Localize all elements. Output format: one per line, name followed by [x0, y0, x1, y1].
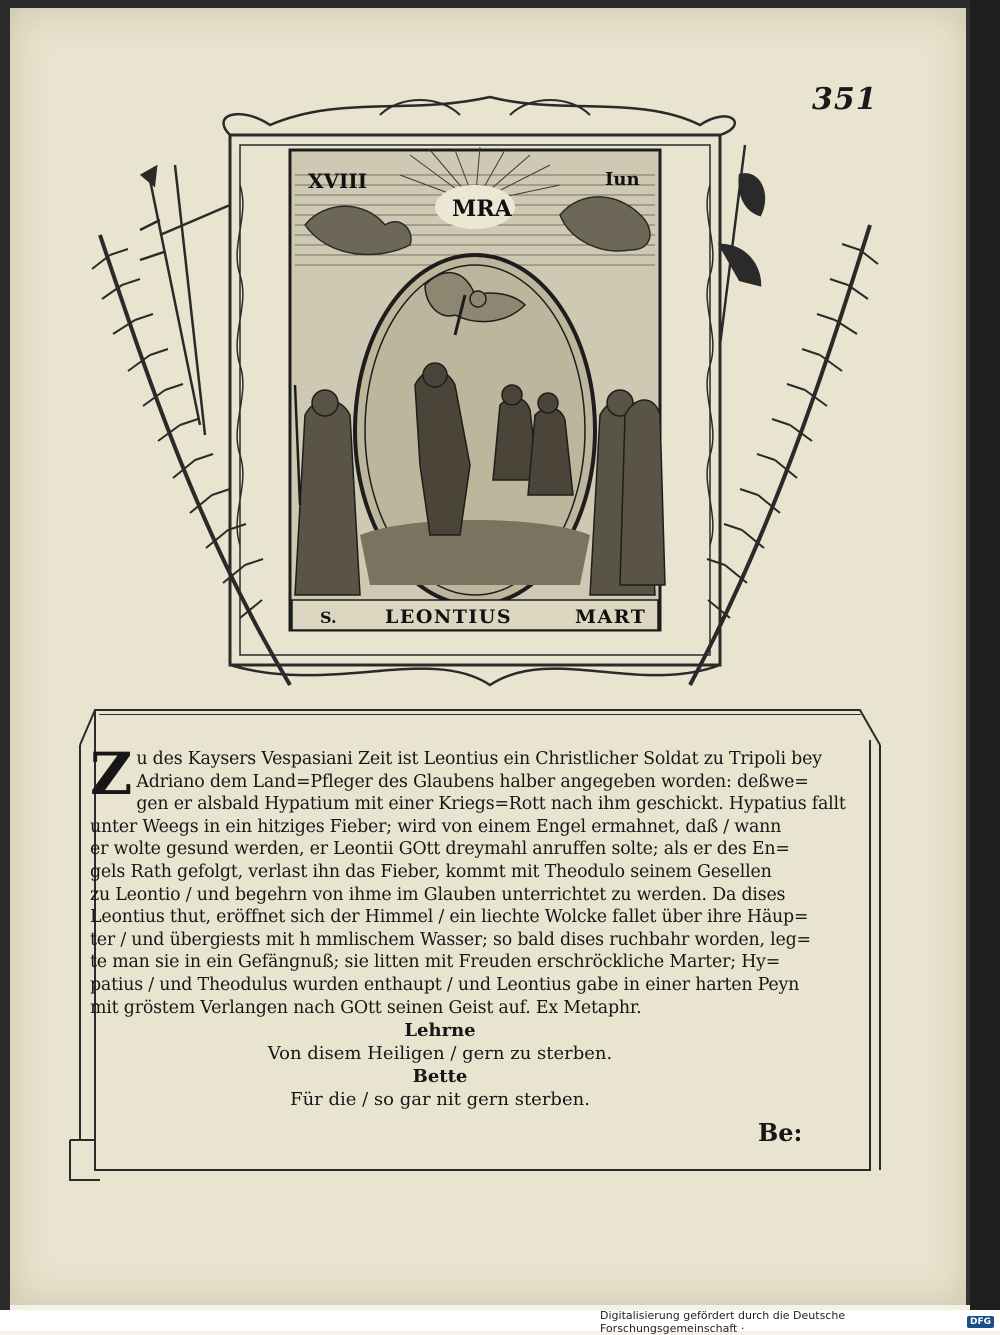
- right-palm-frond: [690, 225, 878, 685]
- caption-left: S.: [320, 608, 337, 627]
- text-line: mit gröstem Verlangen nach GOtt seinen Geist auf. Ex Metaphr.: [90, 997, 642, 1018]
- text-line: gels Rath gefolgt, verlast ihn das Fieber, kommt mit Theodulo seinem Gesellen: [90, 861, 772, 882]
- page-edge: [966, 8, 970, 1305]
- top-left-numeral: XVIII: [308, 169, 368, 193]
- bette-line: Für die / so gar nit gern sterben.: [290, 1089, 590, 1110]
- dfg-logo: DFG: [967, 1316, 994, 1328]
- caption-right: MART: [575, 606, 647, 628]
- text-line: unter Weegs in ein hitziges Fieber; wird von einem Engel ermahnet, daß / wann: [90, 816, 782, 837]
- text-line: te man sie in ein Gefängnuß; sie litten mit Freuden erschröckliche Marter; Hy=: [90, 952, 781, 973]
- catchword: Be:: [758, 1118, 803, 1147]
- caption-center: LEONTIUS: [385, 606, 513, 628]
- text-line: patius / und Theodulus wurden enthaupt / und Leontius gabe in einer harten Peyn: [90, 974, 800, 995]
- text-line: Leontius thut, eröffnet sich der Himmel / ein liechte Wolcke fallet über ihre Häup=: [90, 907, 809, 928]
- footer-text: Digitalisierung gefördert durch die Deutsche Forschungsgemeinschaft ·: [600, 1308, 846, 1335]
- scan-top-edge: [0, 0, 1000, 8]
- text-line: u des Kaysers Vespasiani Zeit ist Leontius ein Christlicher Soldat zu Tripoli bey: [136, 749, 822, 769]
- engraving-illustration: [80, 85, 900, 715]
- axe-and-pole: [720, 145, 764, 345]
- text-line: Adriano dem Land=Pfleger des Glaubens halber angegeben worden: deßwe=: [136, 771, 809, 792]
- body-text: [90, 740, 850, 1019]
- lehrne-line: Von disem Heiligen / gern zu sterben.: [267, 1043, 613, 1064]
- text-line: ter / und übergiests mit h mmlischem Wasser; so bald dises ruchbahr worden, leg=: [90, 929, 811, 950]
- page-number: 351: [812, 82, 878, 117]
- dfg-footer: [600, 1308, 1000, 1335]
- monogram: MRA: [452, 196, 512, 222]
- scan-left-edge: [0, 0, 10, 1331]
- top-right-numeral: Iun: [605, 169, 640, 190]
- text-line: zu Leontio / und begehrn von ihme im Glauben unterrichtet zu werden. Da dises: [90, 884, 786, 905]
- text-line: gen er alsbald Hypatium mit einer Kriegs=Rott nach ihm geschickt. Hypatius fallt: [136, 794, 846, 815]
- text-line: er wolte gesund werden, er Leontii GOtt dreymahl anruffen solte; als er des En=: [90, 839, 790, 860]
- heading-lehrne: Lehrne: [404, 1020, 476, 1041]
- drop-cap: Z: [90, 740, 133, 808]
- scan-right-edge: [970, 0, 1000, 1310]
- heading-bette: Bette: [412, 1066, 468, 1087]
